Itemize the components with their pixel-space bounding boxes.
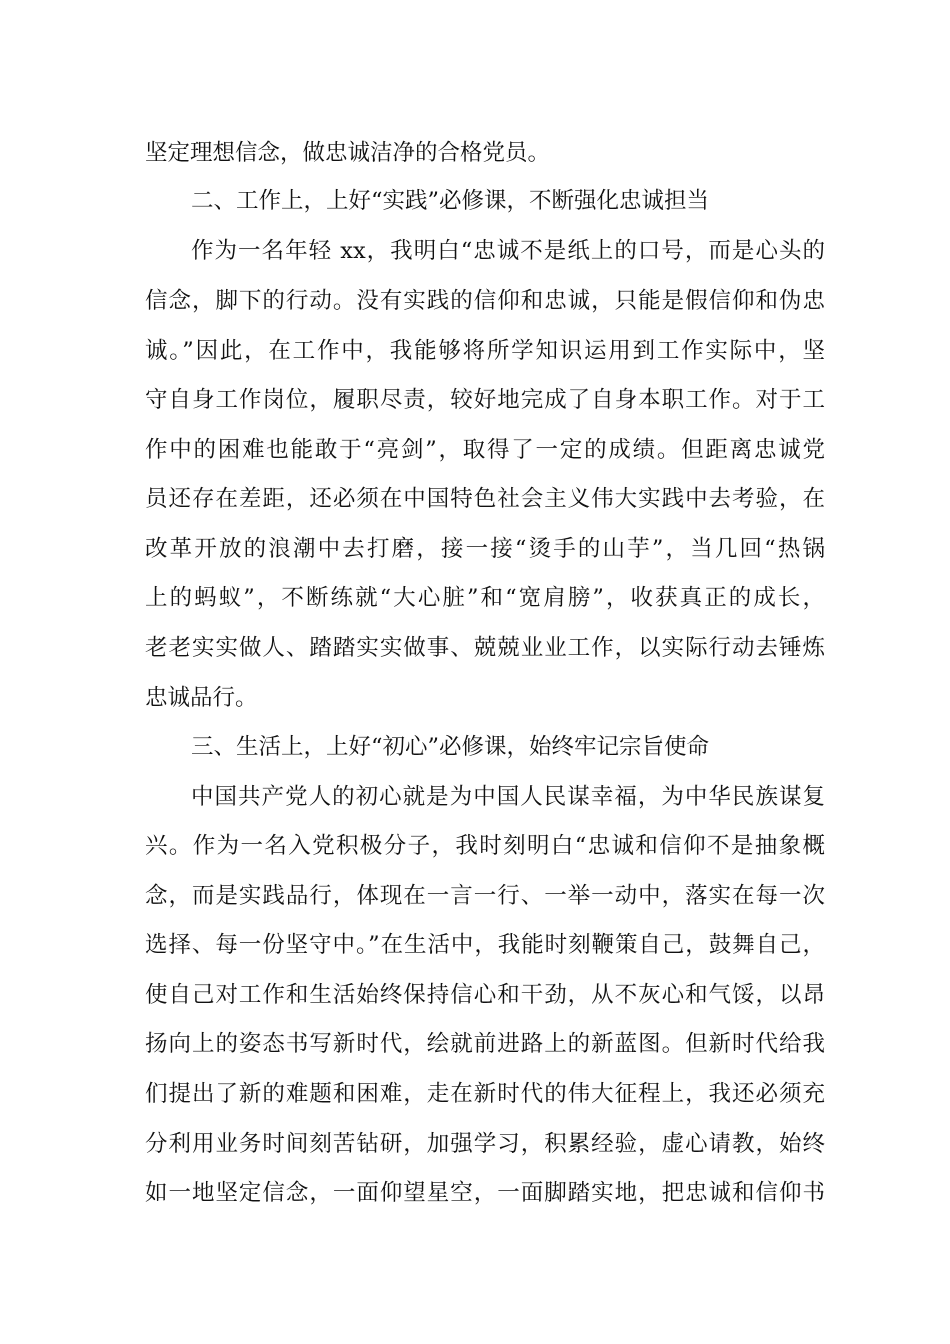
text-line: 选择、每一份坚守中。”在生活中，我能时刻鞭策自己，鼓舞自己， <box>145 932 825 958</box>
text-line: 们提出了新的难题和困难，走在新时代的伟大征程上，我还必须充 <box>145 1081 825 1107</box>
text-line: 如一地坚定信念，一面仰望星空，一面脚踏实地，把忠诚和信仰书 <box>145 1180 825 1206</box>
text-line: 忠诚品行。 <box>145 685 258 711</box>
text-line: 坚定理想信念，做忠诚洁净的合格党员。 <box>145 140 551 166</box>
text-line: 守自身工作岗位，履职尽责，较好地完成了自身本职工作。对于工 <box>145 387 825 413</box>
text-line: 改革开放的浪潮中去打磨，接一接“烫手的山芋”，当几回“热锅 <box>145 536 825 562</box>
text-line: 扬向上的姿态书写新时代，绘就前进路上的新蓝图。但新时代给我 <box>145 1031 825 1057</box>
text-line: 老老实实做人、踏踏实实做事、兢兢业业工作，以实际行动去锤炼 <box>145 635 825 661</box>
section-heading: 二、工作上，上好“实践”必修课，不断强化忠诚担当 <box>191 188 710 214</box>
text-line: 信念，脚下的行动。没有实践的信仰和忠诚，只能是假信仰和伪忠 <box>145 288 825 314</box>
text-line: 上的蚂蚁”，不断练就“大心脏”和“宽肩膀”，收获真正的成长， <box>145 585 825 611</box>
text-line: 兴。作为一名入党积极分子，我时刻明白“忠诚和信仰不是抽象概 <box>145 833 825 859</box>
text-line: 员还存在差距，还必须在中国特色社会主义伟大实践中去考验，在 <box>145 486 825 512</box>
text-line: 诚。”因此，在工作中，我能够将所学知识运用到工作实际中，坚 <box>145 338 825 364</box>
text-line: 中国共产党人的初心就是为中国人民谋幸福，为中华民族谋复 <box>191 784 825 810</box>
text-line: 使自己对工作和生活始终保持信心和干劲，从不灰心和气馁，以昂 <box>145 982 825 1008</box>
text-line: 作中的困难也能敢于“亮剑”，取得了一定的成绩。但距离忠诚党 <box>145 437 825 463</box>
text-line: 分利用业务时间刻苦钻研，加强学习，积累经验，虚心请教，始终 <box>145 1131 825 1157</box>
text-line: 念，而是实践品行，体现在一言一行、一举一动中，落实在每一次 <box>145 883 825 909</box>
text-line: 作为一名年轻 xx，我明白“忠诚不是纸上的口号，而是心头的 <box>191 238 825 264</box>
section-heading: 三、生活上，上好“初心”必修课，始终牢记宗旨使命 <box>191 734 710 760</box>
